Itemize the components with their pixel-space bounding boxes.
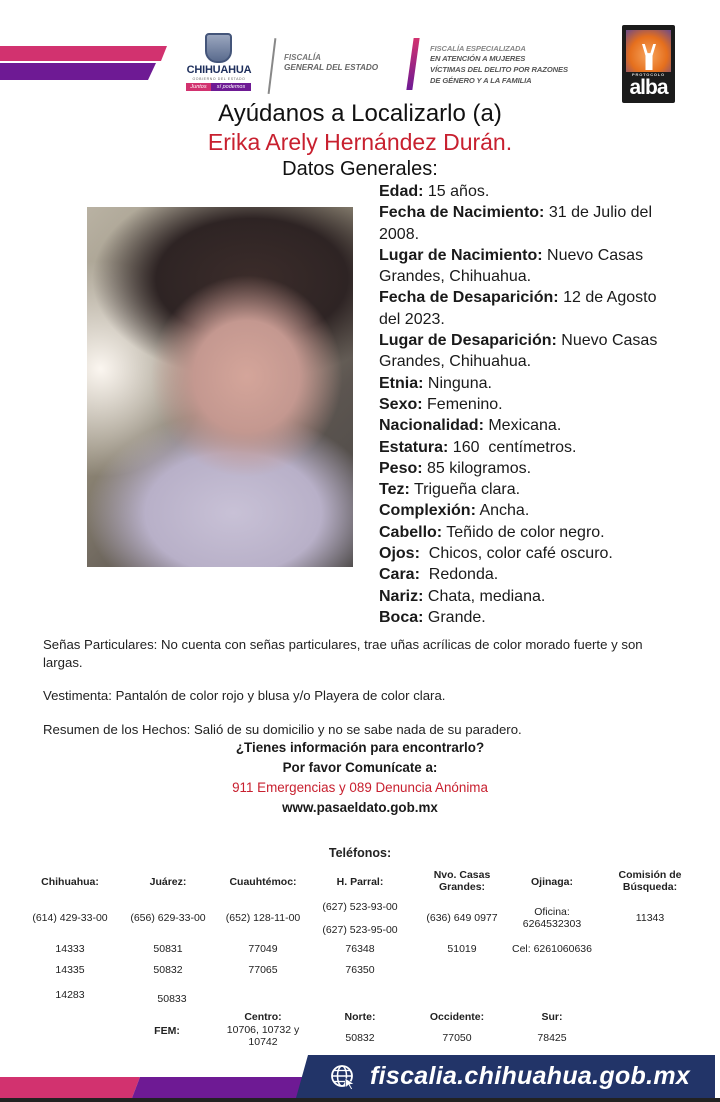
person-name: Erika Arely Hernández Durán. [207, 129, 513, 155]
detail-row [379, 330, 679, 373]
detail-value: Trigueña clara. [409, 481, 521, 499]
phone-main-chihuahua[interactable]: (614) 429-33-00 [32, 912, 108, 924]
cta-question: ¿Tienes información para encontrarlo? [235, 740, 485, 755]
detail-label: Lugar de Desaparición: [379, 332, 557, 350]
footer-stripe-pink [0, 1077, 140, 1098]
phone-header-nvo-casas [434, 869, 491, 893]
header-stripe-purple [0, 63, 156, 80]
detail-label: Ojos: [379, 545, 420, 563]
alba-logo-word: alba [629, 76, 668, 99]
phone-ext: 14333 [55, 943, 85, 955]
detail-row [379, 543, 679, 564]
phone-ext: 77049 [248, 943, 278, 955]
phone-main-ojinaga-label: Oficina: [534, 906, 570, 918]
phone-ext: 50831 [153, 943, 183, 955]
detail-label: Complexión: [379, 502, 476, 520]
detail-label: Lugar de Nacimiento: [379, 246, 543, 264]
detail-row [379, 394, 679, 415]
cta-website-link[interactable]: www.pasaeldato.gob.mx [282, 800, 438, 815]
resumen-hechos: Resumen de los Hechos: Salió de su domicilio y no se sabe nada de su paradero. [43, 722, 522, 737]
detail-value: Ancha. [475, 502, 530, 520]
logo-divider [268, 38, 276, 94]
phone-header-nvo-casas-line: Grandes: [438, 881, 486, 893]
detail-value: Chicos, color café oscuro. [419, 545, 613, 563]
detail-row [379, 202, 679, 245]
fiscalia-especializada-line: EN ATENCIÓN A MUJERES [430, 54, 526, 63]
detail-value: Mexicana. [483, 417, 562, 435]
phone-ext: 14283 [55, 989, 85, 1001]
detail-label: Estatura: [379, 438, 449, 456]
detail-label: Cara: [379, 566, 420, 584]
fiscalia-especializada-line: FISCALÍA ESPECIALIZADA [430, 44, 526, 53]
phone-main-ojinaga-number[interactable]: 6264532303 [522, 918, 582, 930]
cta-emergency-numbers: 911 Emergencias y 089 Denuncia Anónima [232, 780, 488, 795]
detail-row [379, 181, 679, 202]
detail-value: Chata, mediana. [423, 587, 546, 605]
detail-label: Edad: [379, 183, 424, 200]
alba-logo-small: PROTOCOLO [632, 72, 665, 77]
phone-ext: 77065 [248, 964, 278, 976]
fem-sur-value: 78425 [537, 1032, 567, 1044]
section-title: Datos Generales: [282, 158, 438, 180]
detail-row [379, 607, 679, 628]
detail-label: Fecha de Desaparición: [379, 289, 559, 307]
detail-value: Redonda. [419, 566, 499, 584]
detail-label: Boca: [379, 608, 424, 626]
phone-main-nvo-casas[interactable]: (636) 649 0977 [426, 912, 498, 924]
phone-ext: 14335 [55, 964, 85, 976]
detail-value: Nuevo Casas Grandes, Chihuahua. [379, 332, 662, 371]
detail-row [379, 522, 679, 543]
vestimenta: Vestimenta: Pantalón de color rojo y blusa y/o Playera de color clara. [43, 688, 446, 703]
detail-row [379, 245, 679, 288]
phone-main-parral-1[interactable]: (627) 523-93-00 [322, 901, 398, 913]
person-photo [87, 207, 353, 567]
phone-main-cuauhtemoc[interactable]: (652) 128-11-00 [225, 912, 301, 924]
detail-row [379, 373, 679, 394]
detail-value: Ninguna. [423, 374, 492, 392]
detail-row [379, 500, 679, 521]
detail-row [379, 437, 679, 458]
phone-ext: 76350 [345, 964, 375, 976]
phone-header-juarez: Juárez: [149, 876, 187, 888]
phone-header-parral: H. Parral: [336, 876, 384, 888]
detail-row [379, 287, 679, 330]
fem-centro-value-line: 10742 [248, 1036, 278, 1048]
cta-please: Por favor Comunícate a: [282, 760, 438, 775]
chihuahua-shield-icon [205, 33, 232, 63]
phone-header-comision-line: Comisión de [618, 869, 682, 881]
phone-header-chihuahua: Chihuahua: [41, 876, 99, 888]
phone-header-comision-line: Búsqueda: [622, 881, 678, 893]
phone-main-comision[interactable]: 11343 [635, 912, 665, 924]
detail-row [379, 586, 679, 607]
details-list [379, 181, 679, 628]
fem-sur-label: Sur: [541, 1011, 563, 1023]
phone-ext: 51019 [447, 943, 477, 955]
chihuahua-logo-word: CHIHUAHUA [186, 64, 252, 76]
detail-row [379, 415, 679, 436]
fem-label: FEM: [154, 1025, 180, 1037]
fem-norte-label: Norte: [344, 1011, 376, 1023]
detail-label: Tez: [379, 481, 410, 499]
phone-header-cuauhtemoc: Cuauhtémoc: [229, 876, 297, 888]
fem-centro-value [227, 1024, 299, 1048]
detail-value: 160 centímetros. [448, 438, 577, 456]
detail-label: Cabello: [379, 523, 443, 541]
fem-occidente-value: 77050 [442, 1032, 472, 1044]
header-stripe-pink [0, 46, 167, 61]
footer-url-link[interactable]: fiscalia.chihuahua.gob.mx [370, 1062, 691, 1090]
detail-value: Femenino. [422, 395, 503, 413]
phone-main-ojinaga[interactable] [523, 906, 581, 930]
phone-ext: 76348 [345, 943, 375, 955]
fem-occidente-label: Occidente: [429, 1011, 485, 1023]
fiscalia-especializada-bar [406, 38, 419, 90]
phone-main-parral-2[interactable]: (627) 523-95-00 [322, 924, 398, 936]
detail-value: 31 de Julio del 2008. [379, 204, 657, 243]
detail-label: Etnia: [379, 374, 424, 392]
phone-header-ojinaga: Ojinaga: [530, 876, 574, 888]
phone-header-comision [618, 869, 681, 893]
chihuahua-tag-juntos: Juntos [186, 83, 211, 91]
fiscalia-especializada-line: DE GÉNERO Y A LA FAMILIA [430, 76, 532, 85]
phone-ext: 50833 [157, 993, 187, 1005]
detail-label: Nariz: [379, 587, 424, 605]
senas-particulares: Señas Particulares: No cuenta con señas particulares, trae uñas acrílicas de color morado fuerte y son largas. [43, 637, 643, 670]
detail-row [379, 564, 679, 585]
phone-ext: 50832 [153, 964, 183, 976]
fiscalia-especializada-line: VÍCTIMAS DEL DELITO POR RAZONES [430, 65, 568, 74]
fiscalia-general-line1: FISCALÍA [284, 53, 321, 62]
detail-row [379, 458, 679, 479]
detail-value: Teñido de color negro. [442, 523, 605, 541]
detail-value: Nuevo Casas Grandes, Chihuahua. [379, 246, 648, 286]
detail-row [379, 479, 679, 500]
detail-label: Nacionalidad: [379, 417, 484, 435]
phone-main-juarez[interactable]: (656) 629-33-00 [130, 912, 206, 924]
footer-stripe-purple [132, 1077, 312, 1098]
fem-centro-label: Centro: [244, 1011, 282, 1023]
detail-label: Sexo: [379, 395, 423, 413]
detail-value: 85 kilogramos. [422, 459, 532, 477]
detail-value: 12 de Agosto del 2023. [379, 289, 661, 328]
page-title: Ayúdanos a Localizarlo (a) [218, 100, 502, 127]
fem-centro-value-line: 10706, 10732 y [226, 1024, 300, 1036]
phone-ext: Cel: 6261060636 [512, 943, 592, 955]
detail-value: 15 años. [423, 183, 490, 200]
chihuahua-tag-podemos: sí podemos [211, 83, 251, 91]
footer-bottom-line [0, 1098, 720, 1102]
globe-cursor-icon [330, 1064, 356, 1090]
detail-label: Fecha de Nacimiento: [379, 204, 545, 222]
chihuahua-logo-sub: GOBIERNO DEL ESTADO [192, 77, 246, 81]
detail-label: Peso: [379, 459, 423, 477]
fiscalia-general-line2: GENERAL DEL ESTADO [284, 63, 379, 72]
phones-title: Teléfonos: [328, 846, 392, 860]
fem-norte-value: 50832 [345, 1032, 375, 1044]
phone-header-nvo-casas-line: Nvo. Casas [433, 869, 491, 881]
detail-value: Grande. [423, 608, 486, 626]
